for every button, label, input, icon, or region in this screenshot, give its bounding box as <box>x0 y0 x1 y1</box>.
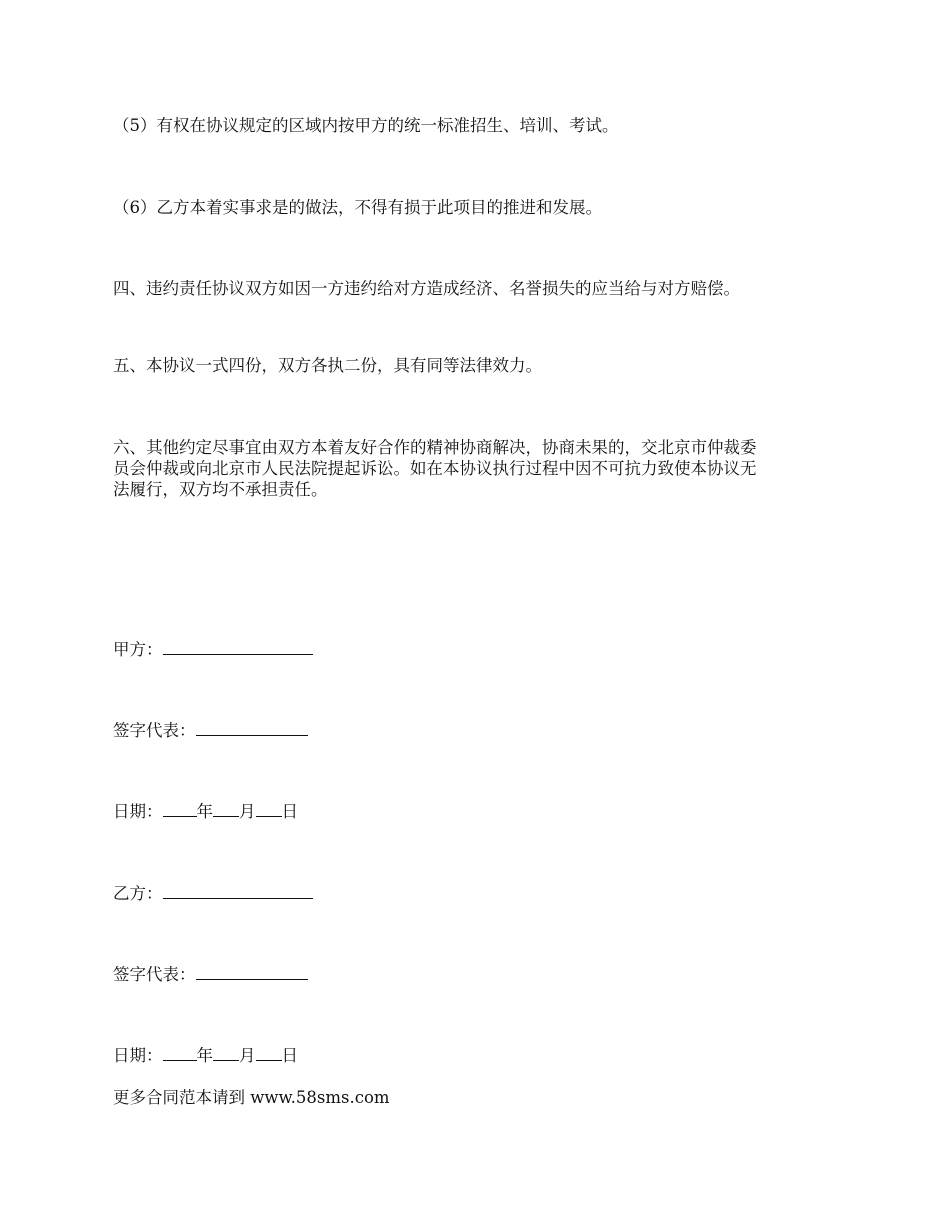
section-6-line-3: 法履行，双方均不承担责任。 <box>113 480 328 499</box>
party-a-date-row <box>113 801 298 822</box>
party-a-rep-label: 签字代表： <box>113 721 196 740</box>
section-4-breach: 四、违约责任协议双方如因一方违约给对方造成经济、名誉损失的应当给与对方赔偿。 <box>113 279 740 298</box>
party-b-rep-label: 签字代表： <box>113 965 196 984</box>
clause-6: （6）乙方本着实事求是的做法，不得有损于此项目的推进和发展。 <box>113 198 602 217</box>
party-a-blank[interactable] <box>163 639 313 655</box>
party-b-date-label: 日期： <box>113 1046 163 1065</box>
party-a-day-blank[interactable] <box>256 801 282 817</box>
party-b-blank[interactable] <box>163 883 313 899</box>
party-b-rep-row <box>113 964 308 985</box>
footer-link-text: 更多合同范本请到 www.58sms.com <box>113 1088 390 1107</box>
party-b-year-blank[interactable] <box>163 1045 197 1061</box>
party-a-year-blank[interactable] <box>163 801 197 817</box>
party-b-day-label: 日 <box>281 1046 298 1065</box>
party-b-date-row <box>113 1045 298 1066</box>
clause-5: （5）有权在协议规定的区域内按甲方的统一标准招生、培训、考试。 <box>113 116 619 135</box>
section-6-other <box>113 437 843 500</box>
party-a-year-label: 年 <box>196 802 213 821</box>
party-a-rep-blank[interactable] <box>196 720 308 736</box>
party-a-month-label: 月 <box>239 802 256 821</box>
party-a-month-blank[interactable] <box>213 801 239 817</box>
party-b-month-blank[interactable] <box>213 1045 239 1061</box>
party-a-label: 甲方： <box>113 640 163 659</box>
party-a-rep-row <box>113 720 308 741</box>
party-b-label: 乙方： <box>113 884 163 903</box>
section-6-line-1: 六、其他约定尽事宜由双方本着友好合作的精神协商解决，协商未果的，交北京市仲裁委 <box>113 438 757 457</box>
section-5-copies: 五、本协议一式四份，双方各执二份，具有同等法律效力。 <box>113 356 542 375</box>
party-a-day-label: 日 <box>281 802 298 821</box>
party-b-day-blank[interactable] <box>256 1045 282 1061</box>
party-b-rep-blank[interactable] <box>196 964 308 980</box>
party-a-row <box>113 639 313 660</box>
party-a-date-label: 日期： <box>113 802 163 821</box>
section-6-line-2: 员会仲裁或向北京市人民法院提起诉讼。如在本协议执行过程中因不可抗力致使本协议无 <box>113 459 757 478</box>
party-b-month-label: 月 <box>239 1046 256 1065</box>
party-b-year-label: 年 <box>196 1046 213 1065</box>
party-b-row <box>113 883 313 904</box>
